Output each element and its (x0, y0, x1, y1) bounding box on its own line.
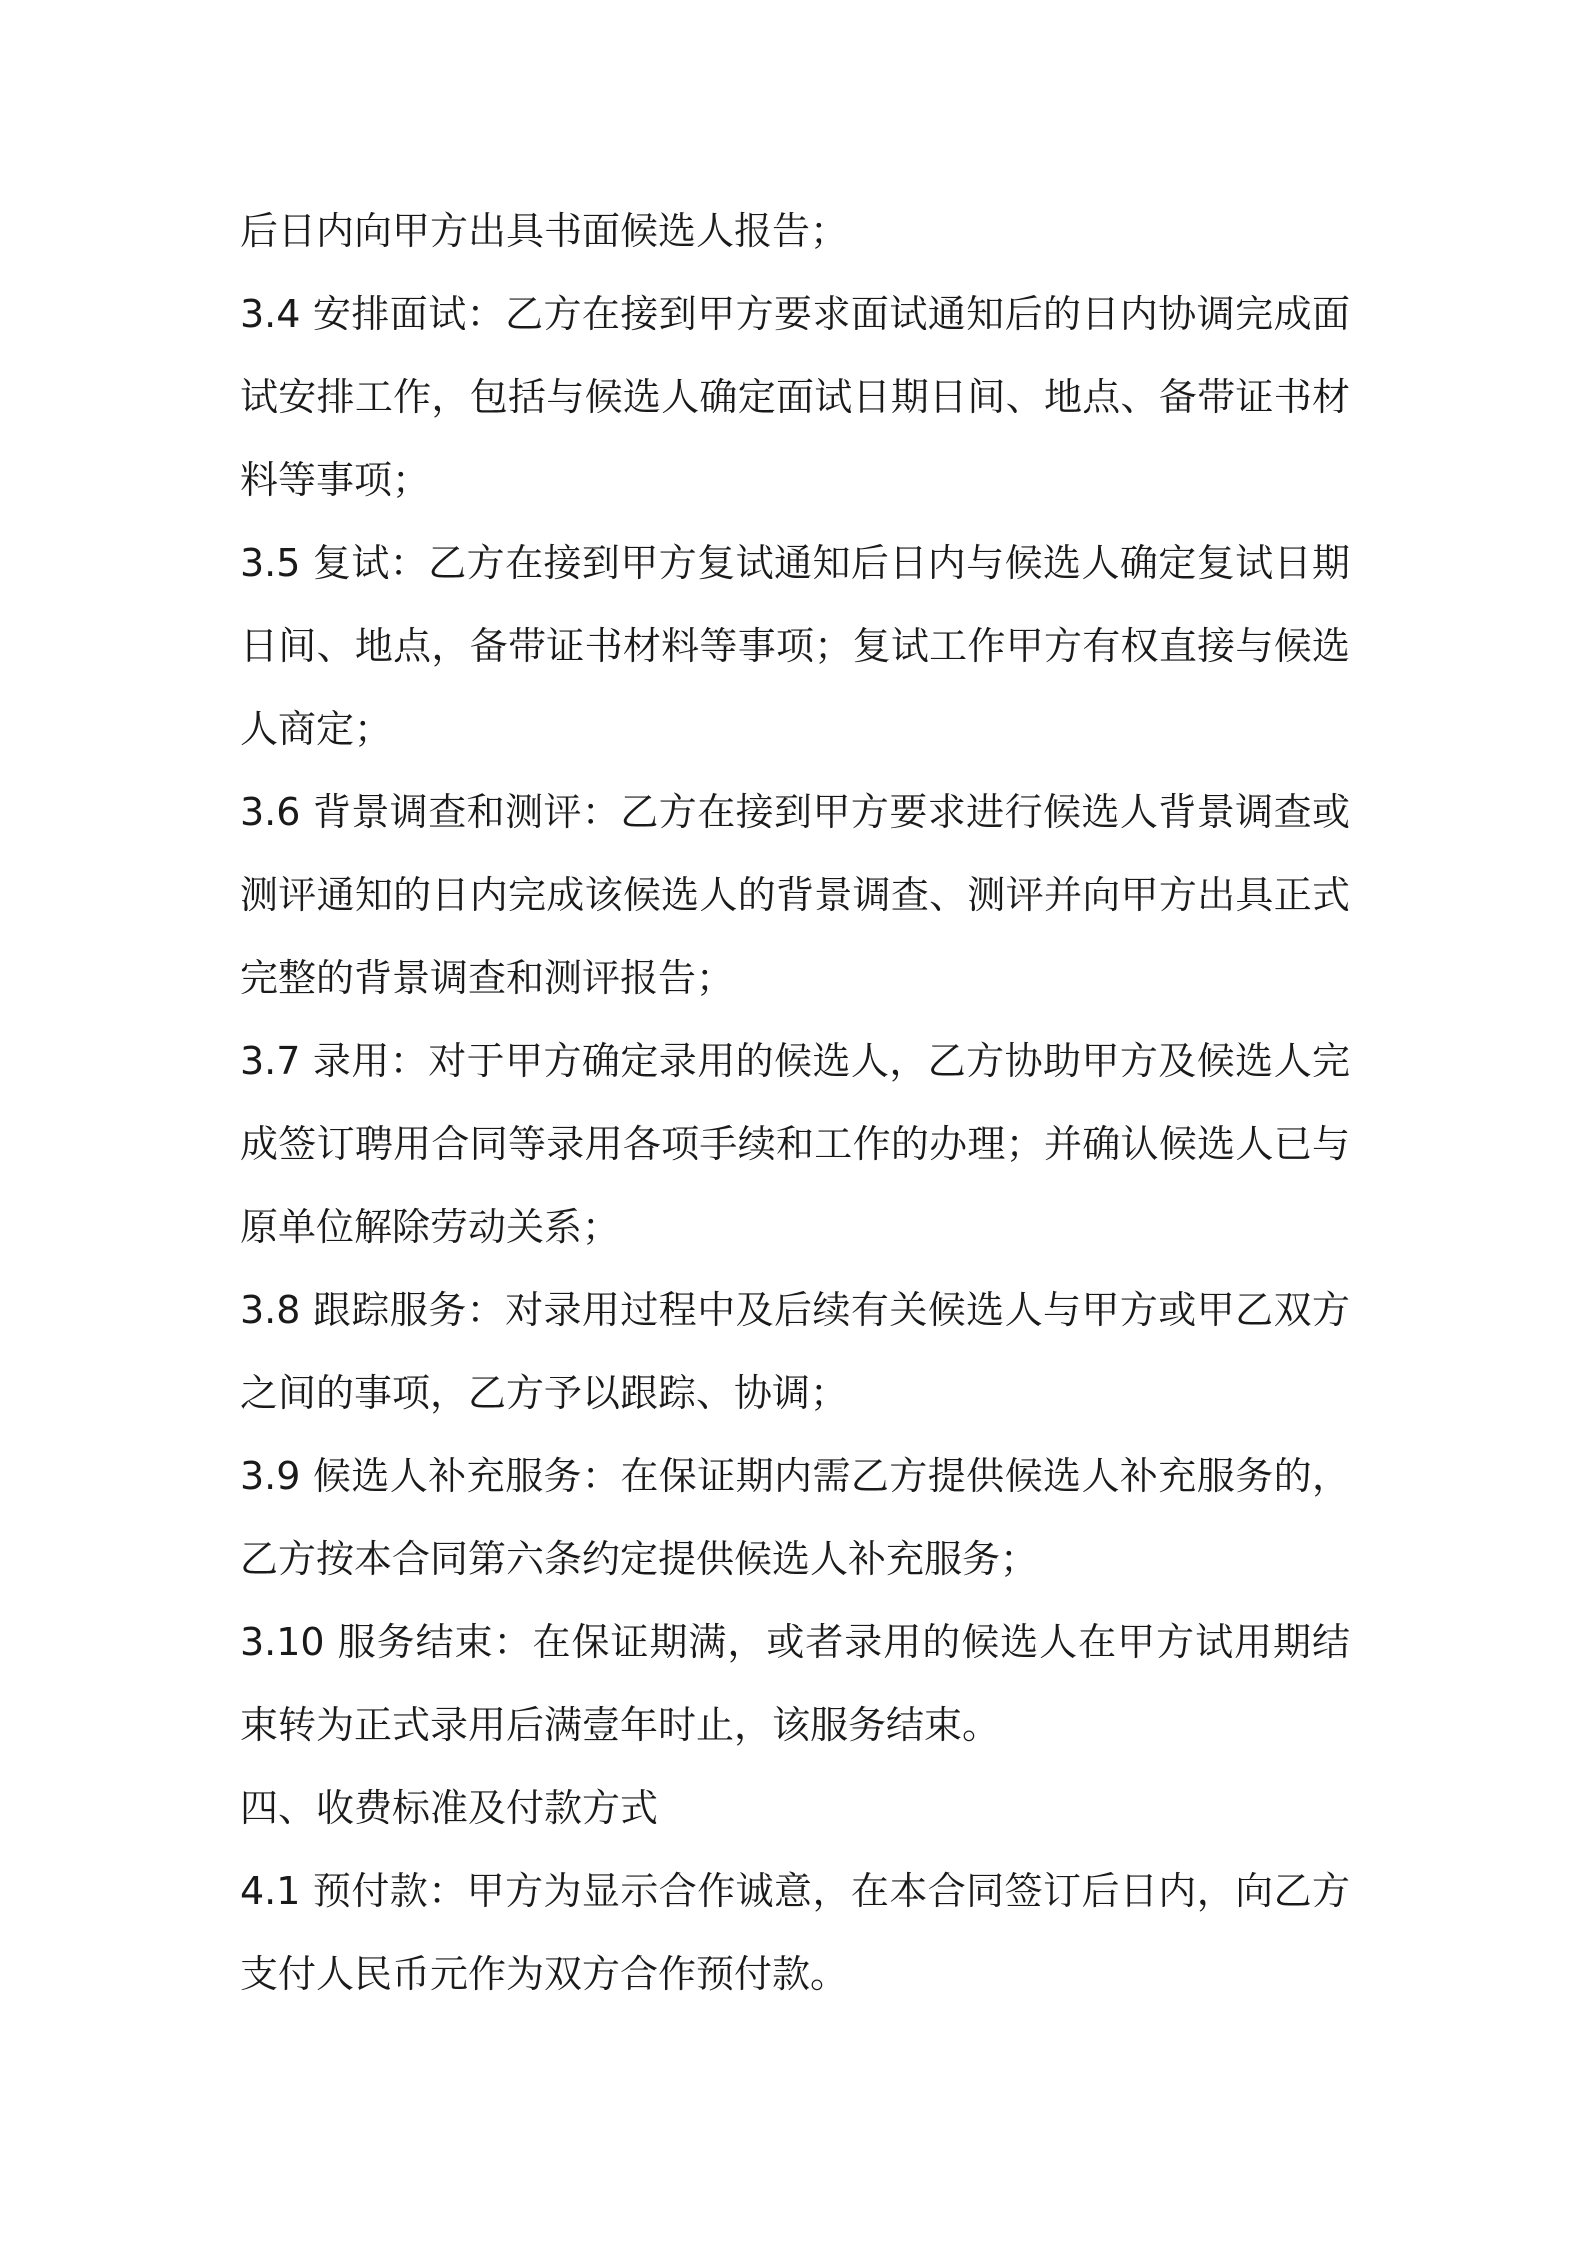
clause-3-4-interview: 3.4 安排面试：乙方在接到甲方要求面试通知后的日内协调完成面试安排工作，包括与候选人确定面试日期日间、地点、备带证书材料等事项； (240, 292, 1350, 502)
clause-4-1-prepayment: 4.1 预付款：甲方为显示合作诚意，在本合同签订后日内，向乙方支付人民币元作为双方合作预付款。 (240, 1869, 1350, 1996)
paragraph-report-deadline: 后日内向甲方出具书面候选人报告； (240, 209, 849, 253)
section-4-heading: 四、收费标准及付款方式 (240, 1786, 659, 1830)
document-body (240, 190, 1350, 2016)
clause-3-6-background-check: 3.6 背景调查和测评：乙方在接到甲方要求进行候选人背景调查或测评通知的日内完成该候选人的背景调查、测评并向甲方出具正式完整的背景调查和测评报告； (240, 790, 1350, 1000)
clause-3-8-follow-up: 3.8 跟踪服务：对录用过程中及后续有关候选人与甲方或甲乙双方之间的事项，乙方予以跟踪、协调； (240, 1288, 1350, 1415)
clause-3-10-service-end: 3.10 服务结束：在保证期满，或者录用的候选人在甲方试用期结束转为正式录用后满壹年时止，该服务结束。 (240, 1620, 1350, 1747)
clause-3-5-second-interview: 3.5 复试：乙方在接到甲方复试通知后日内与候选人确定复试日期日间、地点，备带证书材料等事项；复试工作甲方有权直接与候选人商定； (240, 541, 1350, 751)
clause-3-7-hiring: 3.7 录用：对于甲方确定录用的候选人，乙方协助甲方及候选人完成签订聘用合同等录用各项手续和工作的办理；并确认候选人已与原单位解除劳动关系； (240, 1039, 1350, 1249)
clause-3-9-replacement: 3.9 候选人补充服务：在保证期内需乙方提供候选人补充服务的，乙方按本合同第六条约定提供候选人补充服务； (240, 1454, 1350, 1581)
